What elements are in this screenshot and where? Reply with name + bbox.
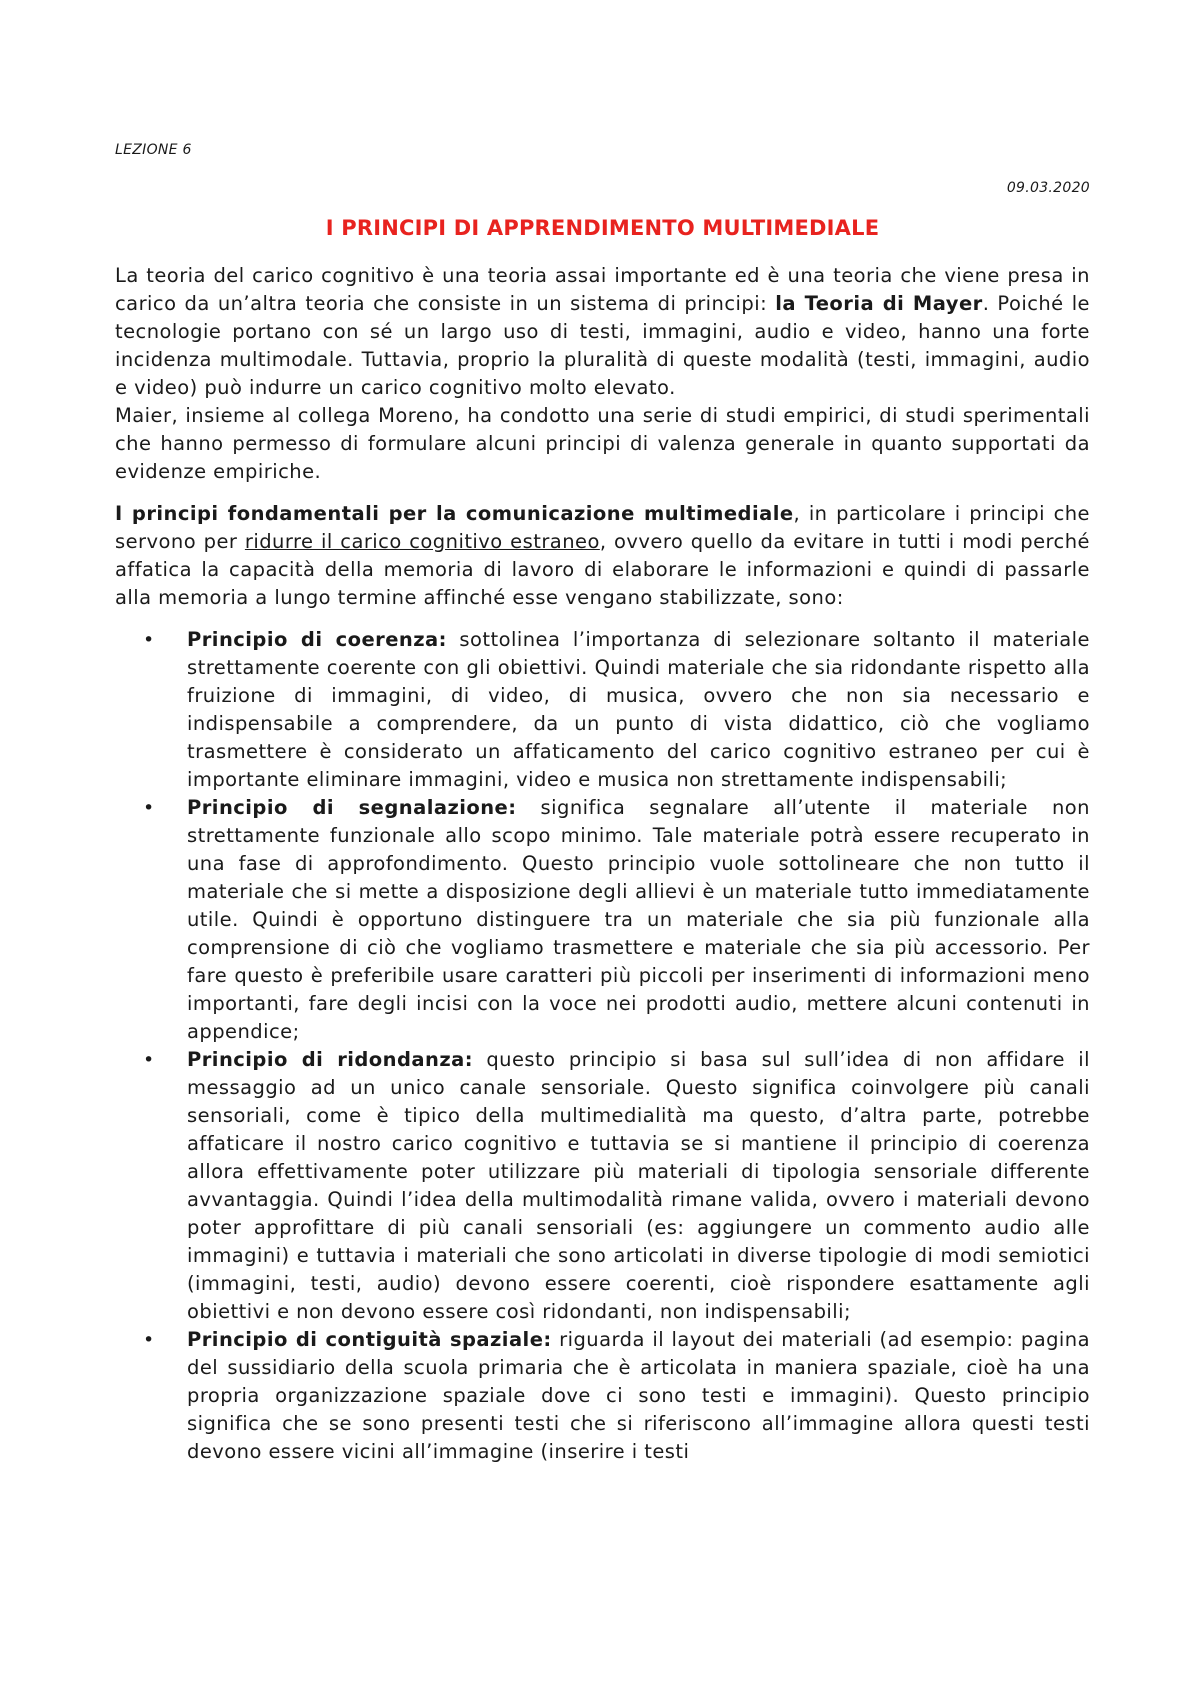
list-item (143, 626, 1090, 794)
intro-p3-text-a: , in particolare i principi che servono per (115, 502, 1091, 553)
principle-name: Principio di segnalazione: (187, 796, 517, 819)
intro-p3-bold: I principi fondamentali per la comunicazione multimediale (115, 502, 794, 525)
intro-paragraph-1 (115, 262, 1090, 402)
lesson-date: 09.03.2020 (1006, 180, 1090, 196)
principle-text: significa segnalare all’utente il materiale non strettamente funzionale allo scopo minimo. Tale materiale potrà essere recuperato in una fase di approfondimento. Questo principio vuole sottolineare che non tutto il materiale che si mette a disposizione degli allievi è un materiale tutto immediatamente utile. Quindi è opportuno distinguere tra un materiale che sia più funzionale alla comprensione di ciò che vogliamo trasmettere e materiale che sia più accessorio. Per fare questo è preferibile usare caratteri più piccoli per inserimenti di informazioni meno importanti, fare degli incisi con la voce nei prodotti audio, mettere alcuni contenuti in appendice; (187, 796, 1090, 1043)
list-item (143, 794, 1090, 1046)
bullet-icon: • (143, 1049, 155, 1071)
principle-text: riguarda il layout dei materiali (ad esempio: pagina del sussidiario della scuola primaria che è articolata in maniera spaziale, cioè ha una propria organizzazione spaziale dove ci sono testi e immagini). Questo principio significa che se sono presenti testi che si riferiscono all’immagine allora questi testi devono essere vicini all’immagine (inserire i testi (187, 1328, 1091, 1463)
list-item (143, 1326, 1091, 1466)
bullet-icon: • (143, 1329, 155, 1351)
intro-p1-text-a: La teoria del carico cognitivo è una teoria assai importante ed è una teoria che viene presa in carico da un’altra teoria che consiste in un sistema di principi: (115, 264, 1090, 315)
principle-name: Principio di contiguità spaziale: (187, 1328, 552, 1351)
principles-list (115, 626, 1090, 1466)
intro-paragraph-2: Maier, insieme al collega Moreno, ha condotto una serie di studi empirici, di studi sperimentali che hanno permesso di formulare alcuni principi di valenza generale in quanto supportati da evidenze empiriche. (115, 404, 1090, 483)
intro-p1-text-b: . Poiché le tecnologie portano con sé un largo uso di testi, immagini, audio e video, hanno una forte incidenza multimodale. Tuttavia, proprio la pluralità di queste modalità (testi, immagini, audio e video) può indurre un carico cognitivo molto elevato. (115, 292, 1091, 399)
list-item (143, 1046, 1090, 1326)
document-title: I PRINCIPI DI APPRENDIMENTO MULTIMEDIALE (325, 216, 880, 240)
principle-text: sottolinea l’importanza di selezionare soltanto il materiale strettamente coerente con gli obiettivi. Quindi materiale che sia ridondante rispetto alla fruizione di immagini, di video, di musica, ovvero che non sia necessario e indispensabile a comprendere, da un punto di vista didattico, ciò che vogliamo trasmettere è considerato un affaticamento del carico cognitivo estraneo per cui è importante eliminare immagini, video e musica non strettamente indispensabili; (187, 628, 1090, 791)
principle-name: Principio di coerenza: (187, 628, 447, 651)
lesson-label: LEZIONE 6 (115, 142, 192, 158)
principle-name: Principio di ridondanza: (187, 1048, 473, 1071)
bullet-icon: • (143, 797, 155, 819)
principle-text: questo principio si basa sul sull’idea di non affidare il messaggio ad un unico canale sensoriale. Questo significa coinvolgere più canali sensoriali, come è tipico della multimedialità ma questo, d’altra parte, potrebbe affaticare il nostro carico cognitivo e tuttavia se si mantiene il principio di coerenza allora effettivamente poter utilizzare più materiali di tipologia sensoriale differente avvantaggia. Quindi l’idea della multimodalità rimane valida, ovvero i materiali devono poter approfittare di più canali sensoriali (es: aggiungere un commento audio alle immagini) e tuttavia i materiali che sono articolati in diverse tipologie di modi semiotici (immagini, testi, audio) devono essere coerenti, cioè rispondere esattamente agli obiettivi e non devono essere così ridondanti, non indispensabili; (187, 1048, 1090, 1323)
document-body (115, 262, 1090, 1466)
intro-p3-underline: ridurre il carico cognitivo estraneo (244, 530, 600, 553)
intro-p3-text-b: , ovvero quello da evitare in tutti i modi perché affatica la capacità della memoria di lavoro di elaborare le informazioni e quindi di passarle alla memoria a lungo termine affinché esse vengano stabilizzate, sono: (115, 530, 1090, 609)
intro-paragraph-3 (115, 500, 1090, 612)
bullet-icon: • (143, 629, 155, 651)
intro-p1-bold: la Teoria di Mayer (775, 292, 983, 315)
